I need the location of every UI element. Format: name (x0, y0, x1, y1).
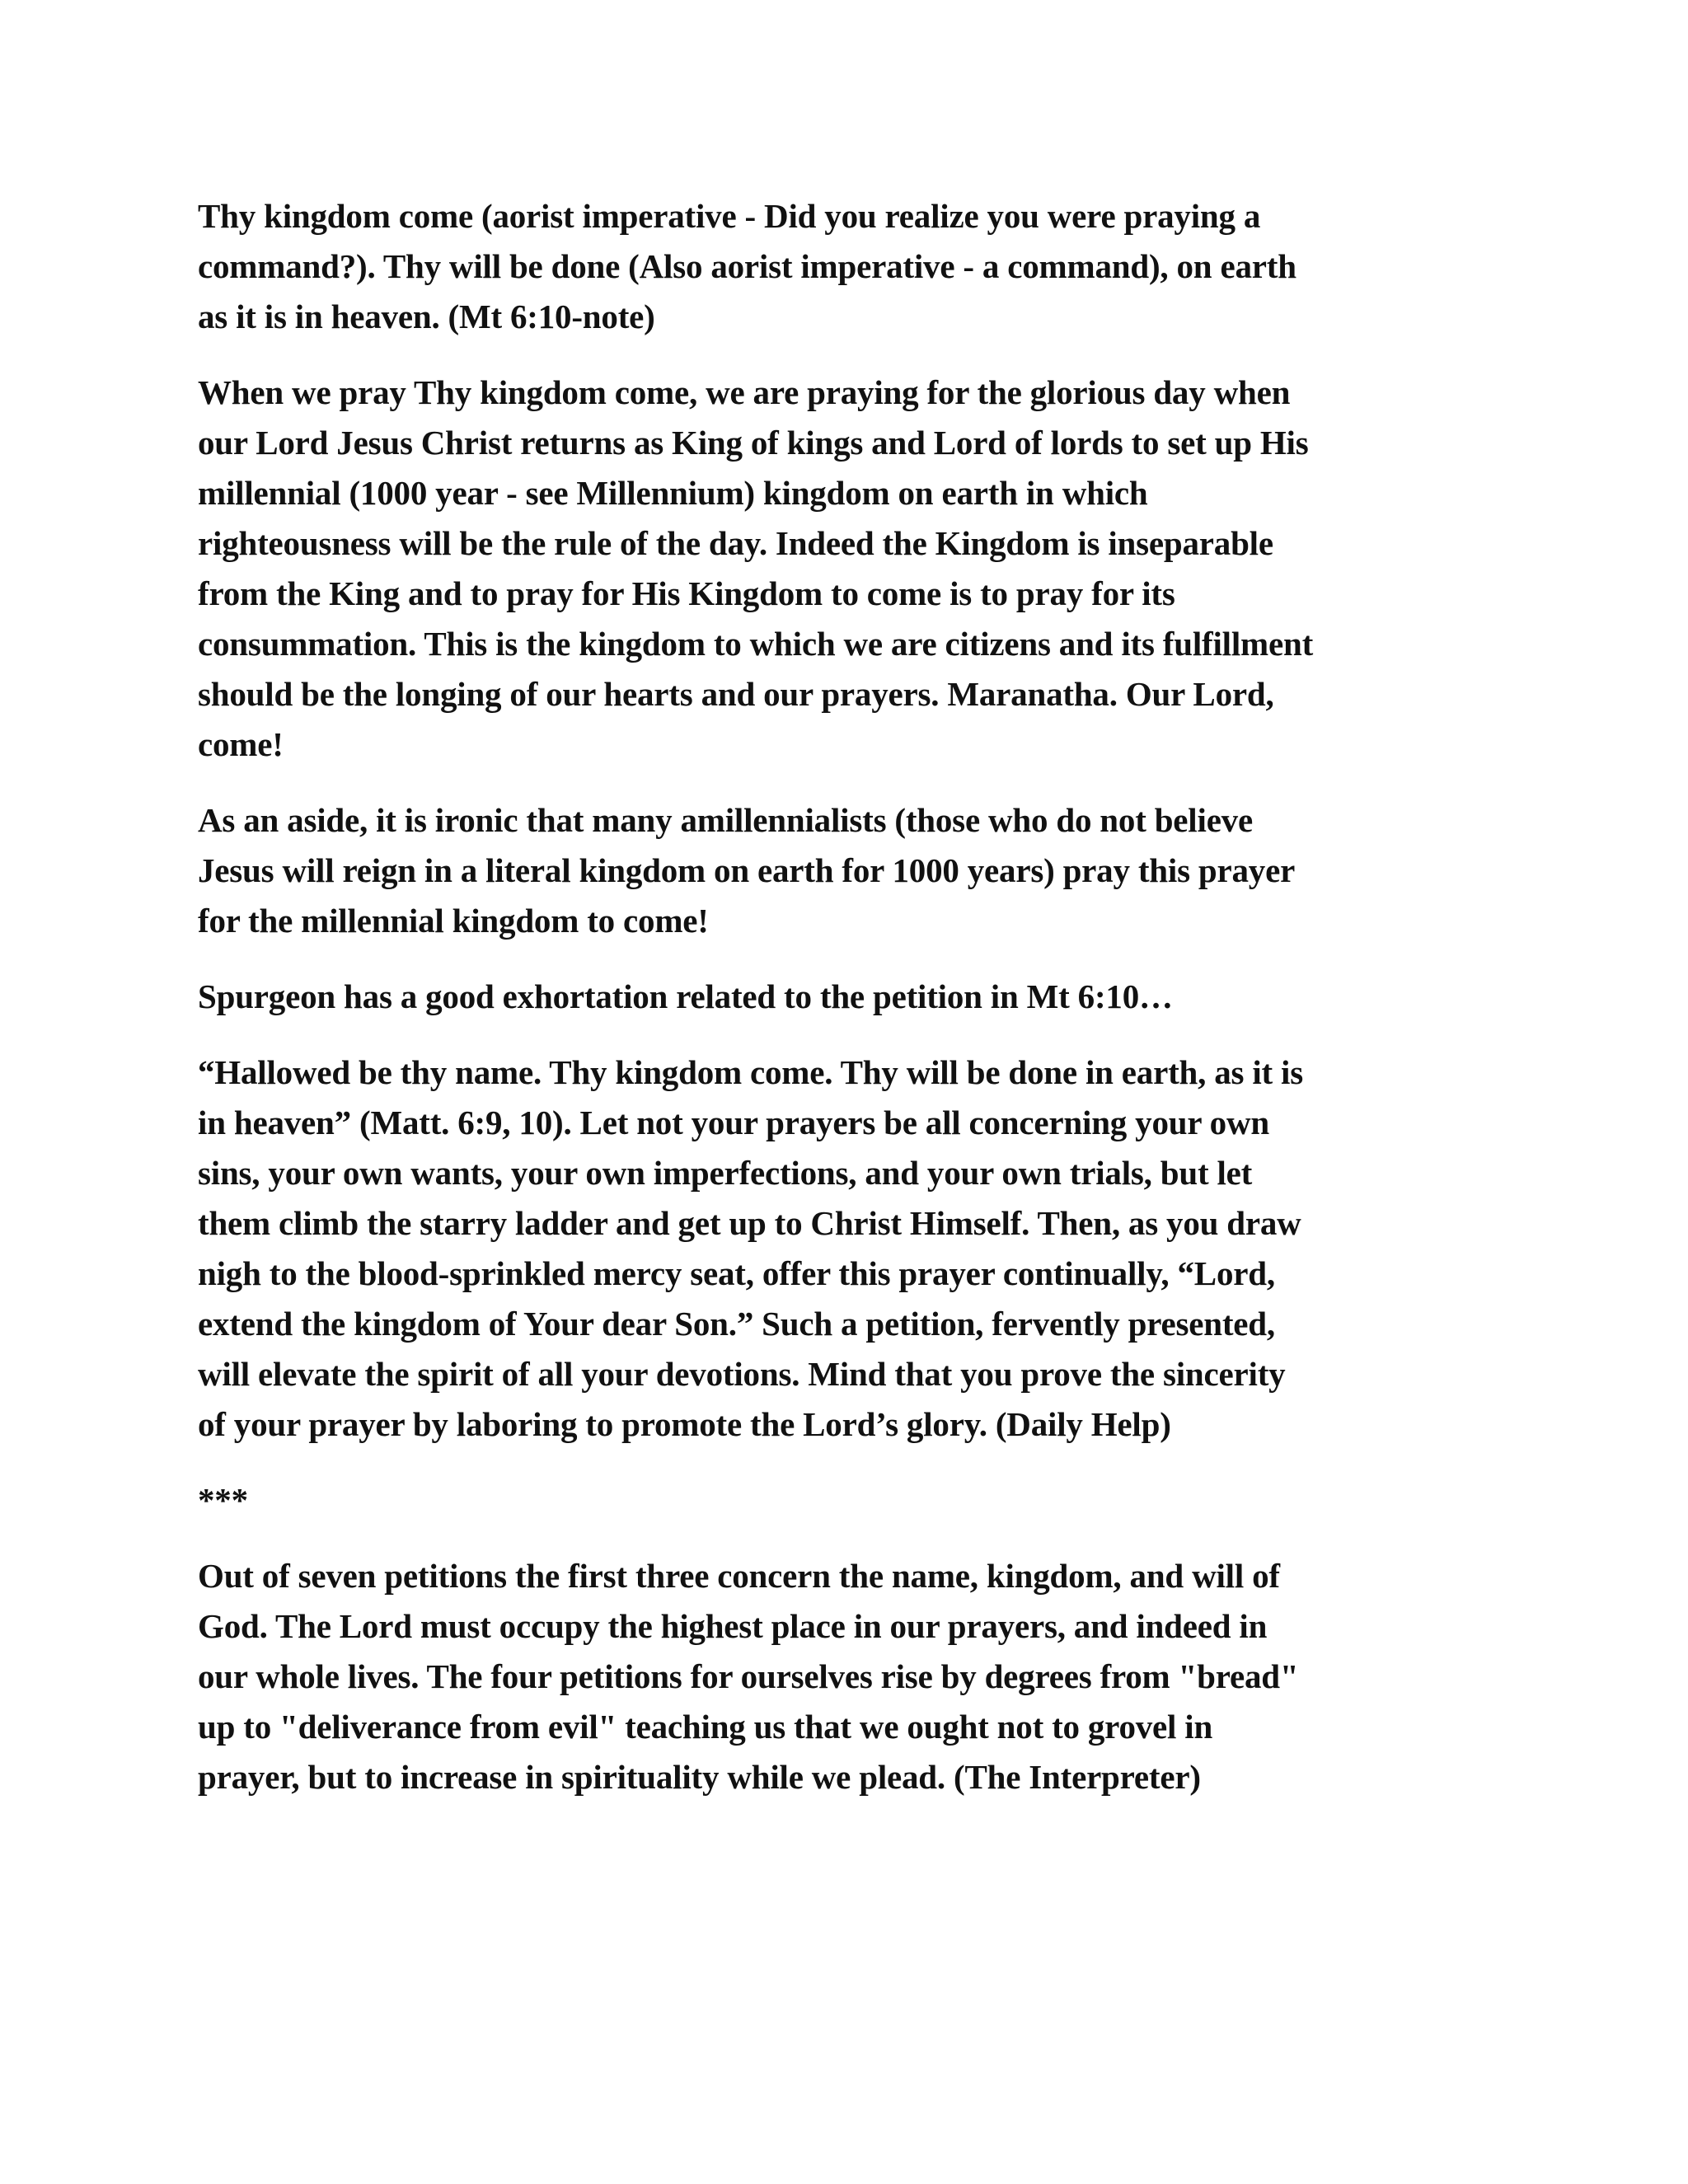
text-line: sins, your own wants, your own imperfections, and your own trials, but let (198, 1154, 1253, 1192)
text-line: come! (198, 725, 284, 763)
text-line: up to "deliverance from evil" teaching us that we ought not to grovel in (198, 1708, 1213, 1746)
text-line: Spurgeon has a good exhortation related to the petition in Mt 6:10… (198, 977, 1173, 1015)
paragraph-amillennialists (198, 795, 1500, 946)
text-line: “Hallowed be thy name. Thy kingdom come. Thy will be done in earth, as it is (198, 1053, 1303, 1091)
paragraph-seven-petitions (198, 1551, 1500, 1802)
text-line: for the millennial kingdom to come! (198, 902, 709, 940)
text-line: command?). Thy will be done (Also aorist imperative - a command), on earth (198, 247, 1296, 285)
text-line: of your prayer by laboring to promote the Lord’s glory. (Daily Help) (198, 1405, 1171, 1443)
text-line: consummation. This is the kingdom to which we are citizens and its fulfillment (198, 625, 1314, 663)
section-separator (198, 1475, 1500, 1526)
text-line: Jesus will reign in a literal kingdom on earth for 1000 years) pray this prayer (198, 851, 1296, 889)
text-line: *** (198, 1481, 248, 1519)
paragraph-thy-kingdom-come (198, 191, 1500, 342)
text-line: Thy kingdom come (aorist imperative - Did you realize you were praying a (198, 197, 1261, 235)
text-line: righteousness will be the rule of the day. Indeed the Kingdom is inseparable (198, 524, 1273, 562)
document-body (198, 191, 1500, 1828)
text-line: nigh to the blood-sprinkled mercy seat, offer this prayer continually, “Lord, (198, 1254, 1275, 1292)
text-line: from the King and to pray for His Kingdom to come is to pray for its (198, 574, 1175, 612)
text-line: As an aside, it is ironic that many amillennialists (those who do not believe (198, 801, 1253, 839)
text-line: God. The Lord must occupy the highest place in our prayers, and indeed in (198, 1607, 1268, 1645)
text-line: When we pray Thy kingdom come, we are praying for the glorious day when (198, 373, 1291, 411)
text-line: millennial (1000 year - see Millennium) kingdom on earth in which (198, 474, 1148, 512)
paragraph-spurgeon-intro (198, 972, 1500, 1022)
paragraph-spurgeon-quote (198, 1047, 1500, 1450)
text-line: as it is in heaven. (Mt 6:10-note) (198, 298, 655, 335)
text-line: prayer, but to increase in spirituality while we plead. (The Interpreter) (198, 1758, 1201, 1796)
text-line: our whole lives. The four petitions for ourselves rise by degrees from "bread" (198, 1657, 1299, 1695)
paragraph-when-we-pray (198, 368, 1500, 770)
text-line: Out of seven petitions the first three concern the name, kingdom, and will of (198, 1557, 1280, 1595)
text-line: them climb the starry ladder and get up to Christ Himself. Then, as you draw (198, 1204, 1301, 1242)
text-line: in heaven” (Matt. 6:9, 10). Let not your prayers be all concerning your own (198, 1104, 1269, 1141)
text-line: should be the longing of our hearts and our prayers. Maranatha. Our Lord, (198, 675, 1274, 713)
text-line: extend the kingdom of Your dear Son.” Such a petition, fervently presented, (198, 1305, 1275, 1343)
text-line: our Lord Jesus Christ returns as King of kings and Lord of lords to set up His (198, 424, 1309, 462)
text-line: will elevate the spirit of all your devotions. Mind that you prove the sincerity (198, 1355, 1286, 1393)
